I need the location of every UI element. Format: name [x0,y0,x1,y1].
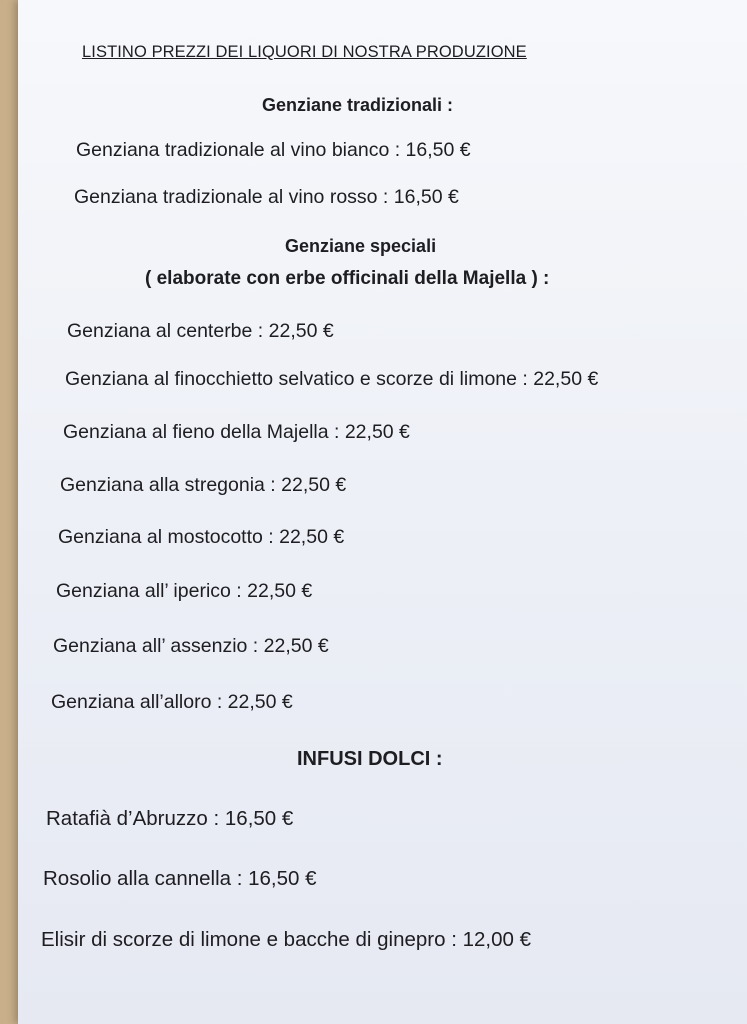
list-item: Genziana al fieno della Majella : 22,50 € [63,421,410,443]
list-item: Genziana al centerbe : 22,50 € [67,320,334,342]
list-item: Genziana al finocchietto selvatico e scorze di limone : 22,50 € [65,368,599,390]
list-item: Genziana tradizionale al vino rosso : 16,50 € [74,186,459,208]
section-heading-special: Genziane speciali [285,236,437,256]
list-item: Rosolio alla cannella : 16,50 € [43,867,317,890]
section-heading-traditional: Genziane tradizionali : [262,95,454,115]
list-item: Genziana all’ iperico : 22,50 € [56,580,313,602]
section-heading-infusi: INFUSI DOLCI : [297,748,443,770]
list-item: Elisir di scorze di limone e bacche di ginepro : 12,00 € [41,928,531,951]
list-item: Genziana all’ assenzio : 22,50 € [53,635,329,657]
section-subheading-special: ( elaborate con erbe officinali della Majella ) : [145,268,550,289]
list-item: Genziana tradizionale al vino bianco : 16,50 € [76,139,471,161]
list-item: Ratafià d’Abruzzo : 16,50 € [46,807,294,830]
list-item: Genziana alla stregonia : 22,50 € [60,474,347,496]
list-item: Genziana all’alloro : 22,50 € [51,691,293,713]
list-item: Genziana al mostocotto : 22,50 € [58,526,345,548]
page-title: LISTINO PREZZI DEI LIQUORI DI NOSTRA PRODUZIONE [82,43,527,61]
